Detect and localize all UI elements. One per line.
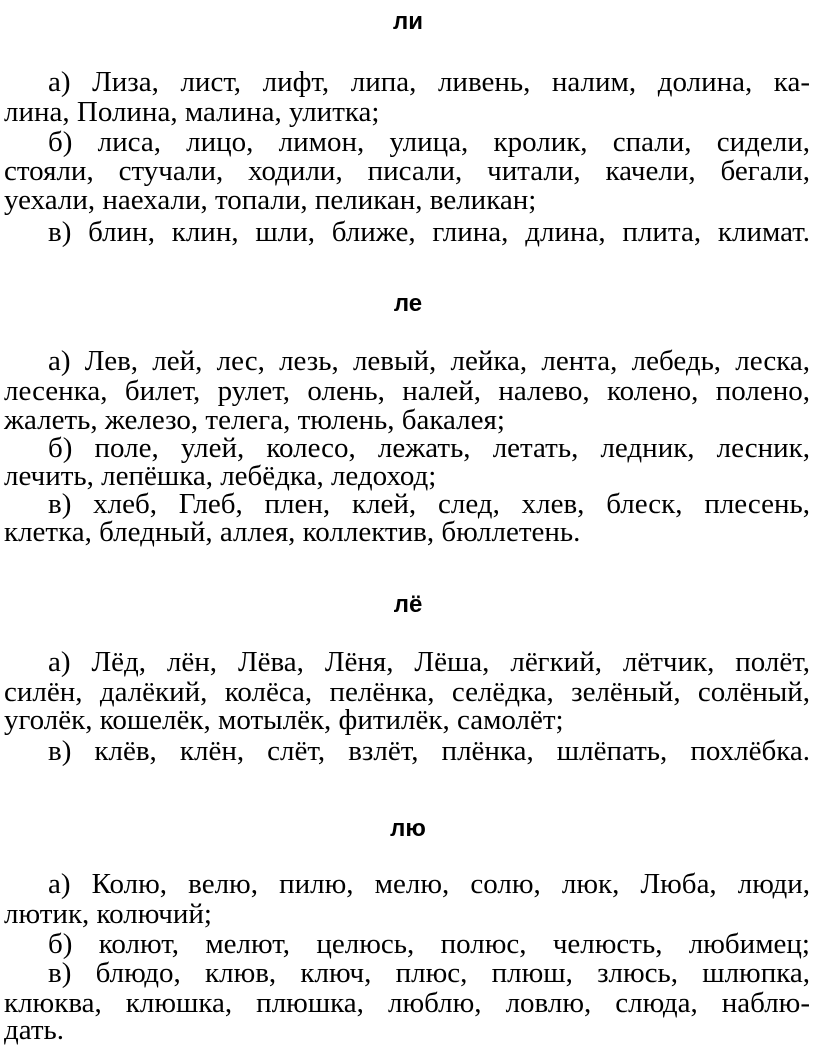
text-line: жалеть, железо, телега, тюлень, бакалея; xyxy=(4,404,505,436)
text-line: а) Лёд, лён, Лёва, Лёня, Лёша, лёгкий, лётчик, полёт, xyxy=(48,646,810,678)
section-heading-lyo: лё xyxy=(393,591,423,618)
text-line: уголёк, кошелёк, мотылёк, фитилёк, самолёт; xyxy=(4,704,564,736)
text-line: лечить, лепёшка, лебёдка, ледоход; xyxy=(4,460,437,492)
section-heading-le: ле xyxy=(393,290,423,317)
text-line: а) Лев, лей, лес, лезь, левый, лейка, лента, лебедь, леска, xyxy=(48,345,810,377)
text-line: лесенка, билет, рулет, олень, налей, налево, колено, полено, xyxy=(4,375,810,407)
text-line: а) Лиза, лист, лифт, липа, ливень, налим, долина, ка- xyxy=(48,66,810,98)
text-line: стояли, стучали, ходили, писали, читали, качели, бегали, xyxy=(4,155,810,187)
text-line: дать. xyxy=(4,1014,65,1046)
section-heading-lyu: лю xyxy=(390,815,426,842)
text-line: лютик, колючий; xyxy=(4,898,212,930)
text-line: клетка, бледный, аллея, коллектив, бюллетень. xyxy=(4,516,581,548)
text-line: клюква, клюшка, плюшка, люблю, ловлю, слюда, наблю- xyxy=(4,987,810,1019)
text-line: в) клёв, клён, слёт, взлёт, плёнка, шлёпать, похлёбка. xyxy=(48,735,810,767)
text-line: в) хлеб, Глеб, плен, клей, след, хлев, блеск, плесень, xyxy=(48,488,810,520)
text-line: б) поле, улей, колесо, лежать, летать, ледник, лесник, xyxy=(48,432,810,464)
text-line: лина, Полина, малина, улитка; xyxy=(4,96,380,128)
text-line: в) блин, клин, шли, ближе, глина, длина, плита, климат. xyxy=(48,216,810,248)
text-line: а) Колю, велю, пилю, мелю, солю, люк, Люба, люди, xyxy=(48,868,810,900)
text-line: б) лиса, лицо, лимон, улица, кролик, спали, сидели, xyxy=(48,126,810,158)
text-line: уехали, наехали, топали, пеликан, великан; xyxy=(4,184,537,216)
text-line: б) колют, мелют, целюсь, полюс, челюсть, любимец; xyxy=(48,928,810,960)
text-line: силён, далёкий, колёса, пелёнка, селёдка, зелёный, солёный, xyxy=(4,676,810,708)
text-line: в) блюдо, клюв, ключ, плюс, плюш, злюсь, шлюпка, xyxy=(48,957,810,989)
section-heading-li: ли xyxy=(393,8,423,35)
